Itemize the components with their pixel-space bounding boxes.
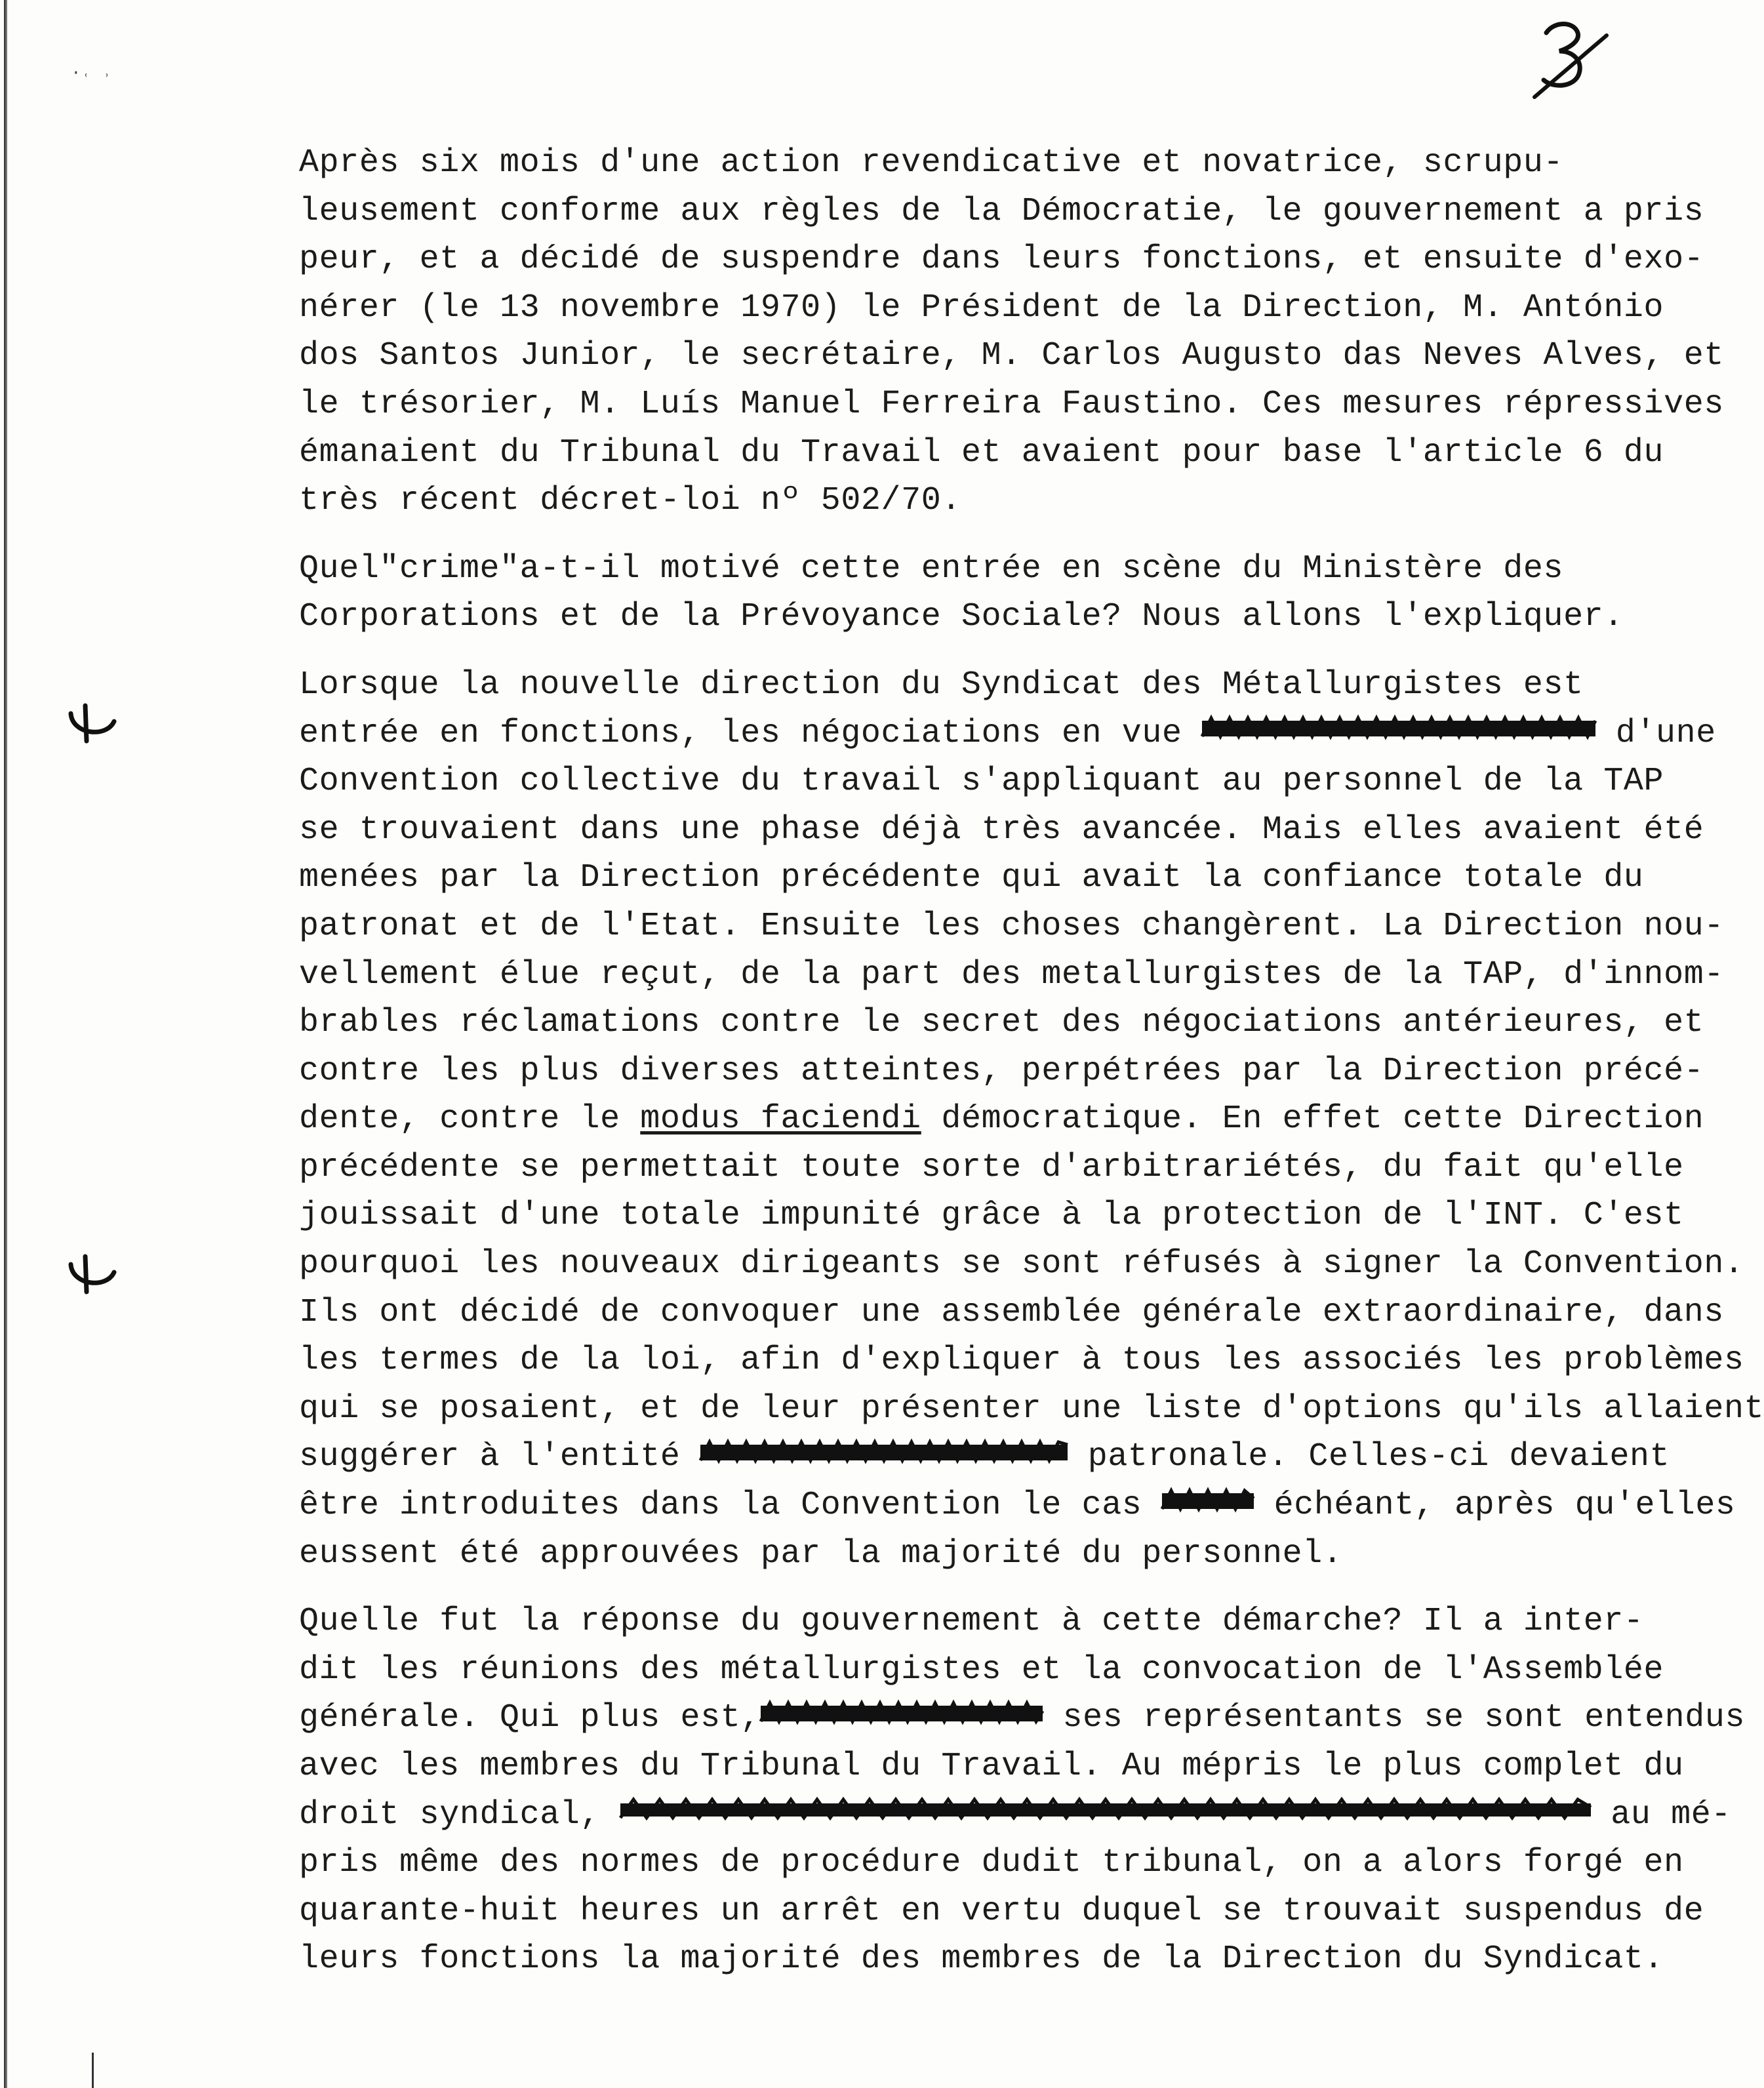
- text-line: patronat et de l'Etat. Ensuite les choses changèrent. La Direction nou-: [299, 907, 1724, 945]
- text-line: Quel"crime"a-t-il motivé cette entrée en scène du Ministère des: [299, 550, 1564, 588]
- struck-out-text: [620, 1794, 1591, 1824]
- text-line: dos Santos Junior, le secrétaire, M. Carlos Augusto das Neves Alves, et: [299, 337, 1724, 375]
- text-line: Quelle fut la réponse du gouvernement à cette démarche? Il a inter-: [299, 1603, 1644, 1641]
- page-edge-mark: [92, 2053, 94, 2088]
- text-segment: droit syndical,: [299, 1796, 620, 1834]
- text-segment: au mé-: [1590, 1796, 1731, 1834]
- struck-out-text: [1162, 1485, 1254, 1516]
- text-line: eussent été approuvées par la majorité du personnel.: [299, 1535, 1343, 1573]
- text-line: pris même des normes de procédure dudit tribunal, on a alors forgé en: [299, 1844, 1684, 1882]
- text-line: peur, et a décidé de suspendre dans leurs fonctions, et ensuite d'exo-: [299, 241, 1704, 279]
- text-line: contre les plus diverses atteintes, perpétrées par la Direction précé-: [299, 1052, 1704, 1090]
- text-segment: suggérer à l'entité: [299, 1438, 701, 1476]
- text-segment: générale. Qui plus est,: [299, 1699, 761, 1737]
- text-segment: démocratique. En effet cette Direction: [921, 1100, 1704, 1138]
- text-segment: entrée en fonctions, les négociations en vue: [299, 714, 1203, 752]
- text-line: [178, 1791, 1731, 1839]
- text-segment: d'une: [1595, 714, 1716, 752]
- text-line: avec les membres du Tribunal du Travail. Au mépris le plus complet du: [299, 1748, 1684, 1785]
- margin-mark-icon: [66, 1253, 118, 1298]
- text-line: précédente se permettait toute sorte d'arbitrariétés, du fait qu'elle: [299, 1148, 1684, 1186]
- text-line: Lorsque la nouvelle direction du Syndicat des Métallurgistes est: [299, 666, 1584, 704]
- struck-out-text: [1202, 713, 1595, 743]
- text-line: leurs fonctions la majorité des membres de la Direction du Syndicat.: [299, 1940, 1664, 1978]
- text-line: quarante-huit heures un arrêt en vertu duquel se trouvait suspendus de: [299, 1892, 1704, 1930]
- text-line: vellement élue reçut, de la part des metallurgistes de la TAP, d'innom-: [299, 955, 1724, 994]
- text-line: [178, 1095, 1704, 1144]
- text-line: jouissait d'une totale impunité grâce à la protection de l'INT. C'est: [299, 1197, 1684, 1235]
- paragraph: [178, 1597, 1746, 1984]
- text-line: [178, 710, 1716, 758]
- text-segment: ses représentants se sont entendus: [1042, 1699, 1746, 1737]
- text-line: dit les réunions des métallurgistes et la convocation de l'Assemblée: [299, 1651, 1664, 1689]
- text-segment: échéant, après qu'elles: [1254, 1487, 1736, 1525]
- page-left-edge-shadow: [4, 0, 7, 2088]
- text-line: Après six mois d'une action revendicative et novatrice, scrupu-: [299, 144, 1564, 182]
- text-segment: patronale. Celles-ci devaient: [1068, 1438, 1670, 1476]
- text-line: Corporations et de la Prévoyance Sociale? Nous allons l'expliquer.: [299, 598, 1624, 636]
- text-line: [178, 1694, 1746, 1742]
- text-line: Convention collective du travail s'appliquant au personnel de la TAP: [299, 763, 1664, 801]
- corner-marks: ·˓ ˒: [71, 63, 112, 83]
- margin-mark-icon: [66, 702, 118, 748]
- text-line: [178, 1481, 1736, 1530]
- text-segment: être introduites dans la Convention le cas: [299, 1487, 1163, 1525]
- underlined-phrase: modus faciendi: [640, 1100, 921, 1138]
- text-line: [178, 1433, 1670, 1481]
- text-line: pourquoi les nouveaux dirigeants se sont réfusés à signer la Convention.: [299, 1245, 1744, 1283]
- struck-out-text: [700, 1437, 1068, 1467]
- text-line: les termes de la loi, afin d'expliquer à tous les associés les problèmes: [299, 1342, 1744, 1380]
- text-line: émanaient du Tribunal du Travail et avaient pour base l'article 6 du: [299, 433, 1664, 472]
- paragraph: [178, 661, 1764, 1578]
- text-line: nérer (le 13 novembre 1970) le Président de la Direction, M. António: [299, 289, 1664, 327]
- text-line: se trouvaient dans une phase déjà très avancée. Mais elles avaient été: [299, 811, 1704, 849]
- paragraph: [178, 139, 1724, 525]
- struck-out-text: [761, 1698, 1043, 1728]
- text-line: Ils ont décidé de convoquer une assemblée générale extraordinaire, dans: [299, 1293, 1724, 1331]
- text-line: le trésorier, M. Luís Manuel Ferreira Faustino. Ces mesures répressives: [299, 385, 1724, 423]
- text-line: brables réclamations contre le secret des négociations antérieures, et: [299, 1004, 1704, 1042]
- paragraph: [178, 545, 1634, 641]
- text-line: leusement conforme aux règles de la Démocratie, le gouvernement a pris: [299, 192, 1704, 230]
- text-segment: dente, contre le: [299, 1100, 641, 1138]
- text-line: menées par la Direction précédente qui avait la confiance totale du: [299, 859, 1644, 897]
- document-body: [178, 139, 1764, 2003]
- handwritten-page-number: [1528, 13, 1613, 111]
- text-line: qui se posaient, et de leur présenter une liste d'options qu'ils allaient: [299, 1390, 1764, 1428]
- text-line: très récent décret-loi nº 502/70.: [299, 482, 961, 520]
